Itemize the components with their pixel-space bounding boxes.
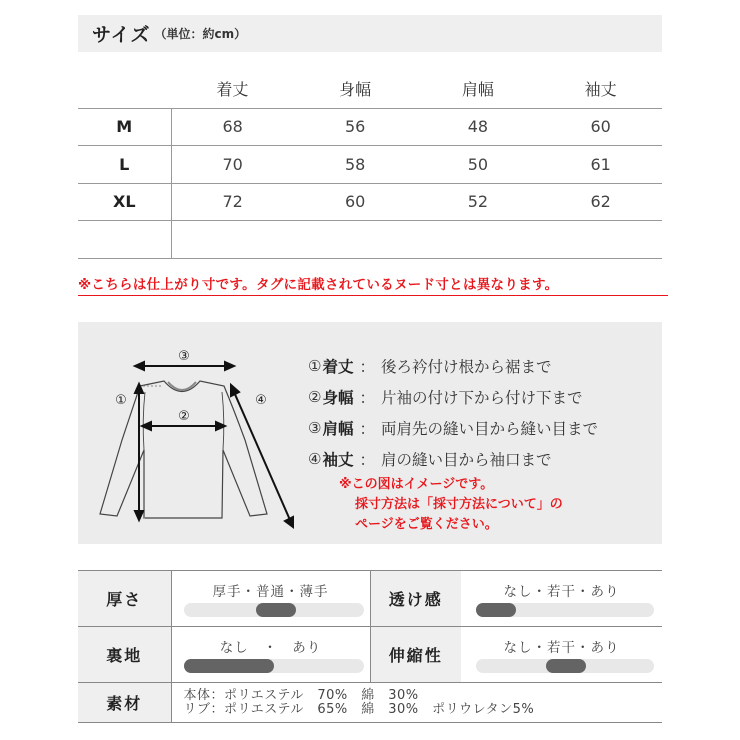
- material-rib: リブ：ポリエステル 65% 綿 30% ポリウレタン5%: [183, 701, 535, 717]
- stretch-indicator: [546, 659, 586, 673]
- table-cell: 56: [294, 108, 417, 146]
- fabric-attributes: [78, 570, 662, 723]
- def-colon: ：: [359, 388, 375, 407]
- def-colon: ：: [359, 419, 375, 438]
- attr-row: [78, 627, 662, 683]
- lining-options: なし ・ あり: [219, 640, 322, 656]
- size-label: M: [78, 108, 171, 146]
- table-cell: 48: [417, 108, 540, 146]
- marker-1: ①: [115, 393, 127, 408]
- table-row: [78, 108, 662, 146]
- size-label: [78, 221, 171, 259]
- stretch-track: [476, 659, 654, 673]
- def-number: ②: [308, 387, 322, 406]
- lining-label: 裏地: [78, 627, 171, 683]
- def-description: 両肩先の縫い目から縫い目まで: [380, 419, 598, 438]
- measurement-diagram: [78, 322, 662, 544]
- thickness-track: [184, 603, 364, 617]
- table-row-empty: [78, 221, 662, 259]
- lining-scale: [171, 627, 370, 683]
- stretch-label: 伸縮性: [370, 627, 461, 683]
- lining-indicator: [184, 659, 274, 673]
- col-header-shoulder: 肩幅: [417, 70, 540, 108]
- def-term: 肩幅: [322, 419, 354, 438]
- table-cell: [294, 221, 417, 259]
- sheerness-options: なし・若干・あり: [503, 584, 620, 600]
- size-label: XL: [78, 183, 171, 221]
- size-table: [78, 70, 662, 259]
- attr-row-material: [78, 683, 662, 723]
- table-cell: 72: [171, 183, 294, 221]
- diagram-note-line: 採寸方法は「採寸方法について」の: [355, 497, 563, 512]
- unit-label: （単位：約cm）: [154, 27, 247, 41]
- marker-4: ④: [255, 393, 267, 408]
- marker-2: ②: [178, 409, 190, 424]
- definition-shoulder: [308, 412, 598, 443]
- thickness-options: 厚手・普通・薄手: [212, 584, 329, 600]
- table-cell: 52: [417, 183, 540, 221]
- sheerness-label: 透け感: [370, 571, 461, 627]
- def-number: ①: [308, 356, 322, 375]
- sheerness-scale: [461, 571, 662, 627]
- material-body: 本体：ポリエステル 70% 綿 30%: [183, 687, 419, 703]
- thickness-scale: [171, 571, 370, 627]
- sheerness-track: [476, 603, 654, 617]
- thickness-indicator: [256, 603, 296, 617]
- def-description: 後ろ衿付け根から裾まで: [380, 357, 552, 376]
- def-number: ③: [308, 418, 322, 437]
- def-number: ④: [308, 449, 322, 468]
- material-label: 素材: [78, 683, 171, 723]
- marker-3: ③: [178, 349, 190, 364]
- col-header-sleeve: 袖丈: [539, 70, 662, 108]
- col-header-length: 着丈: [171, 70, 294, 108]
- thickness-label: 厚さ: [78, 571, 171, 627]
- table-cell: [539, 221, 662, 259]
- table-cell: 50: [417, 146, 540, 184]
- definition-length: [308, 350, 598, 381]
- stretch-options: なし・若干・あり: [503, 640, 620, 656]
- material-values: [171, 683, 662, 723]
- size-table-header: [78, 70, 662, 108]
- diagram-note-line: ※この図はイメージです。: [339, 477, 494, 492]
- measurement-definitions: [308, 350, 598, 474]
- table-cell: 70: [171, 146, 294, 184]
- def-term: 着丈: [322, 357, 354, 376]
- size-header: [78, 15, 662, 52]
- table-cell: 61: [539, 146, 662, 184]
- diagram-note-line: ページをご覧ください。: [355, 517, 498, 532]
- sheerness-indicator: [476, 603, 516, 617]
- table-cell: 60: [294, 183, 417, 221]
- col-header-width: 身幅: [294, 70, 417, 108]
- diagram-note: [339, 475, 563, 535]
- attr-row: [78, 571, 662, 627]
- corner-cell: [78, 70, 171, 108]
- def-colon: ：: [359, 357, 375, 376]
- def-term: 袖丈: [322, 450, 354, 469]
- def-term: 身幅: [322, 388, 354, 407]
- table-cell: 60: [539, 108, 662, 146]
- finished-size-note: ※こちらは仕上がり寸です。タグに記載されているヌード寸とは異なります。: [78, 273, 668, 296]
- table-cell: 68: [171, 108, 294, 146]
- def-description: 肩の縫い目から袖口まで: [380, 450, 552, 469]
- size-title: サイズ: [92, 24, 151, 46]
- table-row: [78, 183, 662, 221]
- table-cell: 62: [539, 183, 662, 221]
- lining-track: [184, 659, 364, 673]
- table-cell: [417, 221, 540, 259]
- definition-body-width: [308, 381, 598, 412]
- def-description: 片袖の付け下から付け下まで: [380, 388, 583, 407]
- size-label: L: [78, 146, 171, 184]
- table-cell: [171, 221, 294, 259]
- definition-sleeve: [308, 443, 598, 474]
- table-cell: 58: [294, 146, 417, 184]
- table-row: [78, 146, 662, 184]
- stretch-scale: [461, 627, 662, 683]
- shirt-diagram-icon: [92, 340, 302, 530]
- def-colon: ：: [359, 450, 375, 469]
